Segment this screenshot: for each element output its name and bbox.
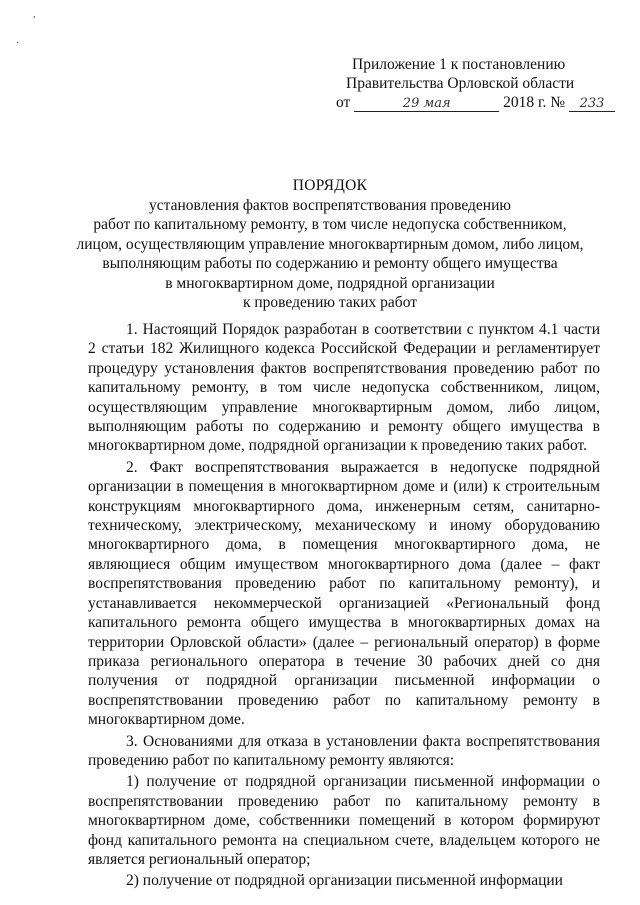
subparagraph-1: 1) получение от подрядной организации письменной информации о воспрепятствовании проведению работ по капитальному ремонту в многоквартирном доме, собственники помещений в котором формируют фонд капитального ремонта на специальном счете, владельцем которого не является региональный оператор; — [88, 773, 600, 868]
appendix-header — [336, 55, 626, 112]
title-line: в многоквартирном доме, подрядной организации — [165, 274, 495, 292]
scan-mark: , — [33, 9, 36, 20]
paragraph-3: 3. Основаниями для отказа в установлении факта воспрепятствования проведению работ по капитальному ремонту являются: — [88, 732, 600, 769]
title-line: выполняющим работы по содержанию и ремонту общего имущества — [102, 255, 558, 272]
date-prefix: от — [336, 94, 351, 111]
scan-mark: · — [16, 38, 20, 49]
paragraph-2: 2. Факт воспрепятствования выражается в недопуске подрядной организации в помещения в многоквартирном доме и (или) к строительным конструкциям многоквартирного дома, инженерным сетям, санитарно-техническому, электрическому, механическому и иному оборудованию многоквартирного дома, в помещения многоквартирного дома, не являющиеся общим имуществом многоквартирного дома (далее – факт воспрепятствования проведению работ по капитальному ремонту), и устанавливается некоммерческой организацией «Региональный фонд капитального ремонта общего имущества в многоквартирных домах на территории Орловской области» (далее – региональный оператор) в форме приказа регионального оператора в течение 30 рабочих дней со дня получения от подрядной организации письменной информации о воспрепятствовании проведению работ по капитальному ремонту в многоквартирном доме. — [88, 458, 600, 729]
appendix-line-1: Приложение 1 к постановлению — [352, 56, 566, 73]
handwritten-number: 233 — [569, 97, 615, 112]
subparagraph-2: 2) получение от подрядной организации письменной информации — [126, 872, 563, 890]
title-line: установления фактов воспрепятствования проведению — [149, 196, 511, 214]
document-title — [60, 176, 600, 313]
paragraph-1: 1. Настоящий Порядок разработан в соответствии с пунктом 4.1 части 2 статьи 182 Жилищного кодекса Российской Федерации и регламентирует процедуру установления фактов воспрепятствования проведению работ по капитальному ремонту, в том числе недопуска собственником, лицом, осуществляющим управление многоквартирным домом, либо лицом, выполняющим работы по содержанию и ремонту общего имущества в многоквартирном доме, подрядной организации к проведению таких работ. — [88, 321, 600, 455]
title-line: работ по капитальному ремонту, в том числе недопуска собственником, — [93, 216, 567, 233]
handwritten-date: 29 мая — [354, 97, 499, 112]
year-number-label: 2018 г. № — [503, 94, 566, 111]
title-line: лицом, осуществляющим управление многоквартирным домом, либо лицом, — [76, 235, 584, 253]
title-heading: ПОРЯДОК — [292, 177, 368, 194]
appendix-date-line — [336, 93, 626, 112]
title-line: к проведению таких работ — [242, 294, 418, 311]
appendix-line-2: Правительства Орловской области — [346, 75, 575, 92]
document-body — [88, 320, 600, 893]
